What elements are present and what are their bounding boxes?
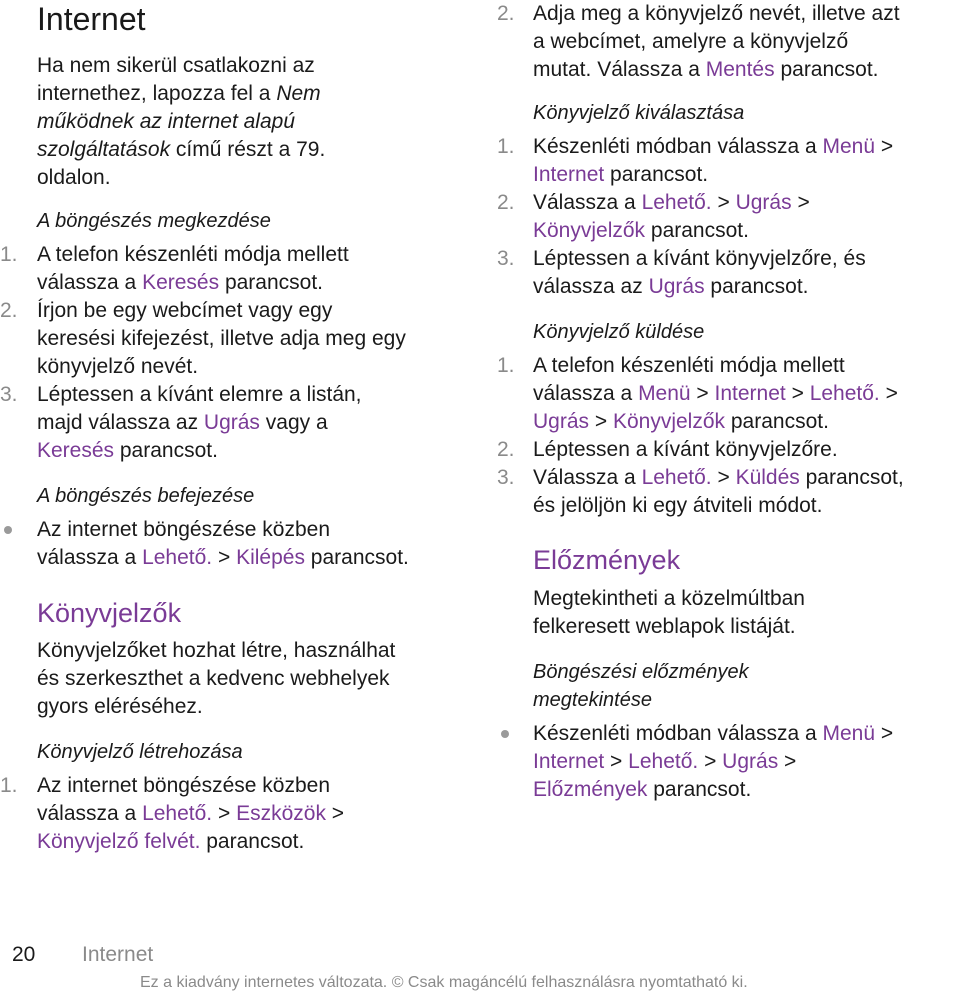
bookmarks-intro: Könyvjelzőket hozhat létre, használhat xyxy=(37,639,396,662)
bullet-text: Előzmények parancsot. xyxy=(533,778,752,801)
step-text: Könyvjelző felvét. parancsot. xyxy=(37,830,305,853)
step-text: Adja meg a könyvjelző nevét, illetve azt xyxy=(533,2,900,25)
history-intro: felkeresett weblapok listáját. xyxy=(533,615,796,638)
step-number: 2. xyxy=(0,299,18,322)
bullet-text: Az internet böngészése közben xyxy=(37,518,331,541)
bookmarks-title: Könyvjelzők xyxy=(37,598,182,628)
browse-end-heading: A böngészés befejezése xyxy=(37,485,255,507)
menu-keresés-link: Keresés xyxy=(142,271,220,294)
step-text: Léptessen a kívánt könyvjelzőre, és xyxy=(533,247,866,270)
step-text: A telefon készenléti módja mellett xyxy=(37,243,349,266)
step-number: 3. xyxy=(497,466,515,489)
send-bookmark-heading: Könyvjelző küldése xyxy=(533,321,705,343)
step-text: mutat. Válassza a Mentés parancsot. xyxy=(533,58,879,81)
step-text: Az internet böngészése közben xyxy=(37,774,331,797)
step-text: a webcímet, amelyre a könyvjelző xyxy=(533,30,849,53)
step-text: könyvjelző nevét. xyxy=(37,355,199,378)
bullet-text: Internet > Lehető. > Ugrás > xyxy=(533,750,797,773)
history-view-heading: megtekintése xyxy=(533,689,652,711)
bullet-text: Készenléti módban válassza a Menü > xyxy=(533,722,894,745)
history-view-heading: Böngészési előzmények xyxy=(533,661,749,683)
step-text: Léptessen a kívánt könyvjelzőre. xyxy=(533,438,838,461)
step-text: és jelöljön ki egy átviteli módot. xyxy=(533,494,823,517)
page-title: Internet xyxy=(37,1,146,37)
step-number: 1. xyxy=(497,354,515,377)
footer-note: Ez a kiadvány internetes változata. © Csak magáncélú felhasználásra nyomtatható ki. xyxy=(140,974,748,991)
step-text: Ugrás > Könyvjelzők parancsot. xyxy=(533,410,829,433)
intro-line-3: működnek az internet alapú xyxy=(37,110,295,133)
bookmarks-intro: és szerkeszthet a kedvenc webhelyek xyxy=(37,667,390,690)
step-text: Válassza a Lehető. > Küldés parancsot, xyxy=(533,466,904,489)
step-number: 2. xyxy=(497,191,515,214)
step-number: 1. xyxy=(0,774,18,797)
step-text: válassza az Ugrás parancsot. xyxy=(533,275,809,298)
step-text: Írjon be egy webcímet vagy egy xyxy=(37,299,333,322)
history-intro: Megtekintheti a közelmúltban xyxy=(533,587,805,610)
step-text: majd válassza az Ugrás vagy a xyxy=(37,411,328,434)
bullet-icon xyxy=(4,526,12,534)
create-bookmark-heading: Könyvjelző létrehozása xyxy=(37,741,243,763)
history-title: Előzmények xyxy=(533,545,681,575)
step-text: válassza a Menü > Internet > Lehető. > xyxy=(533,382,898,405)
step-text: válassza a Keresés parancsot. xyxy=(37,271,324,294)
step-text: Léptessen a kívánt elemre a listán, xyxy=(37,383,362,406)
intro-line-1: Ha nem sikerül csatlakozni az xyxy=(37,54,315,77)
step-number: 3. xyxy=(0,383,18,406)
bullet-text: válassza a Lehető. > Kilépés parancsot. xyxy=(37,546,409,569)
browse-start-heading: A böngészés megkezdése xyxy=(37,210,271,232)
step-text: Keresés parancsot. xyxy=(37,439,218,462)
step-text: A telefon készenléti módja mellett xyxy=(533,354,845,377)
step-number: 1. xyxy=(0,243,18,266)
step-text: Könyvjelzők parancsot. xyxy=(533,219,749,242)
step-text: Készenléti módban válassza a Menü > xyxy=(533,135,894,158)
step-text: keresési kifejezést, illetve adja meg egy xyxy=(37,327,406,350)
step-number: 2. xyxy=(497,2,515,25)
bookmarks-intro: gyors eléréséhez. xyxy=(37,695,203,718)
bullet-icon xyxy=(501,730,509,738)
intro-line-5: oldalon. xyxy=(37,166,111,189)
step-text: Internet parancsot. xyxy=(533,163,709,186)
intro-line-2: internethez, lapozza fel a Nem xyxy=(37,82,321,105)
step-number: 3. xyxy=(497,247,515,270)
step-number: 2. xyxy=(497,438,515,461)
intro-line-4: szolgáltatások című részt a 79. xyxy=(37,138,326,161)
step-text: válassza a Lehető. > Eszközök > xyxy=(37,802,345,825)
step-number: 1. xyxy=(497,135,515,158)
page-number: 20 xyxy=(12,943,36,966)
step-text: Válassza a Lehető. > Ugrás > xyxy=(533,191,810,214)
footer-section: Internet xyxy=(82,943,154,966)
select-bookmark-heading: Könyvjelző kiválasztása xyxy=(533,102,745,124)
